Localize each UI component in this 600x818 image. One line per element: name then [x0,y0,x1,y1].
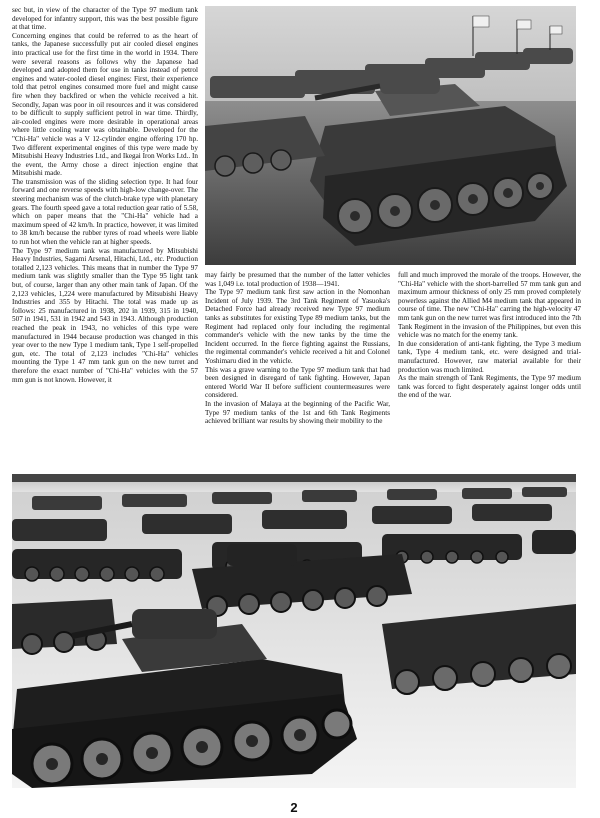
paragraph: The Type 97 medium tank first saw action in the Nomonhan Incident of July 1939. The 3rd Tank Regiment of Yasuoka's Detached Force had already received new Type 97 medium tanks as substitutes for existing Type 89 medium tanks, but the Regiment had replaced only four including the regimental commander's vehicle with the new tanks by the time the Incident occurred. In the fierce fighting against the Russians, the regimental commander's vehicle received a hit and Colonel Yoshimaru died in the vehicle. [205,288,390,365]
article-column-right [398,271,581,400]
paragraph: may fairly be presumed that the number of the latter vehicles was 1,049 i.e. total production of 1938—1941. [205,271,390,288]
page-number: 2 [290,800,298,815]
paragraph: In the invasion of Malaya at the beginning of the Pacific War, Type 97 medium tanks of the 1st and 6th Tank Regiments achieved brilliant war results by showing their mobility to the [205,399,390,426]
paragraph: full and much improved the morale of the troops. However, the "Chi-Ha" vehicle with the short-barrelled 57 mm tank gun and maximum armour thickness of only 25 mm proved completely powerless against the Allied M4 medium tank that appeared in course of time. The new "Chi-Ha" carring the high-velocity 47 mm tank gun on the new turret was first introduced into the 7th Tank Regiment in the invasion of the Philippines, but even this vehicle was no match for the enemy tank. [398,271,581,340]
paragraph: The transmission was of the sliding selection type. It had four forward and one reverse speeds with high-low change-over. The steering mechanism was of the clutch-brake type with planetary gears. The fourth speed gave a total reduction gear ratio of 5.58, which on paper means that the "Chi-Ha" vehicle had a maximum speed of 42 km/h. In practice, however, it was limited to 38 km/h because the rubber tyres of road wheels were liable to run hot when the vehicle ran at higher speeds. [12,177,198,247]
tank-formation-photo [12,474,576,788]
paragraph: sec but, in view of the character of the Type 97 medium tank developed for infantry support, this was the best possible figure at that time. [12,6,198,32]
paragraph: This was a grave warning to the Type 97 medium tank that had been designed in disregard of tank fighting. However, Japan entered World War II before sufficient countermeasures were considered. [205,365,390,400]
paragraph: The Type 97 medium tank was manufactured by Mitsubishi Heavy Industries, Sagami Arsenal, Hitachi, Ltd., etc. Production totalled 2,123 vehicles. This means that in number the Type 97 medium tank was slightly smaller than the Type 95 light tank but, of course, larger than any other main tank of Japan. Of the 2,123 vehicles, 1,224 were manufactured by Mitsubishi Heavy Industries and 355 by Hitachi. The total was made up as follows: 25 manufactured in 1938, 202 in 1939, 315 in 1940, 507 in 1941, 531 in 1942 and 543 in 1943. Although production reached the peak in 1943, no vehicles of this type were manufactured in 1944 because production was changed in this year over to the new Type 1 medium tank, Type 1 self-propelled gun, etc. The total of 2,123 includes "Chi-Ha" vehicles mounting the Type 1 47 mm tank gun on the new turret and therefore the exact number of "Chi-Ha" vehicles with the 57 mm gun is not known. However, it [12,246,198,384]
paragraph: In due consideration of anti-tank fighting, the Type 3 medium tank, Type 4 medium tank, etc. were designed and trial-manufactured. However, raw material available for their production was much limited. [398,339,581,374]
article-column-middle [205,271,390,426]
tank-photo-top [205,6,576,265]
paragraph: Concerning engines that could be referred to as the heart of tanks, the Japanese successfully put air cooled diesel engines into practical use for the first time in the world in 1934. There were several reasons as follows why the Japanese had developed and adopted them for use in tanks instead of petrol engines and water-cooled diesel engines: First, their experience told that petrol engines consumed more fuel and might cause fire when they backfired or when the vehicle received a hit. Secondly, Japan was poor in oil resources and it was considered to be difficult to supply sufficient petrol in war time. Thirdly, air-cooled engines were more desirable in operational areas where little cooling water was obtainable. Developed for the "Chi-Ha" vehicle was a V 12-cylinder engine offering 170 hp. Two different experimental engines of this type were made by Mitsubishi Heavy Industries Ltd., and Ikegai Iron Works Ltd.. In the event, the Army chose a direct injection engine that Mitsubishi made. [12,31,198,178]
article-column-left [12,6,198,384]
paragraph: As the main strength of Tank Regiments, the Type 97 medium tank was forced to fight desperately against longer odds until the end of the war. [398,374,581,400]
